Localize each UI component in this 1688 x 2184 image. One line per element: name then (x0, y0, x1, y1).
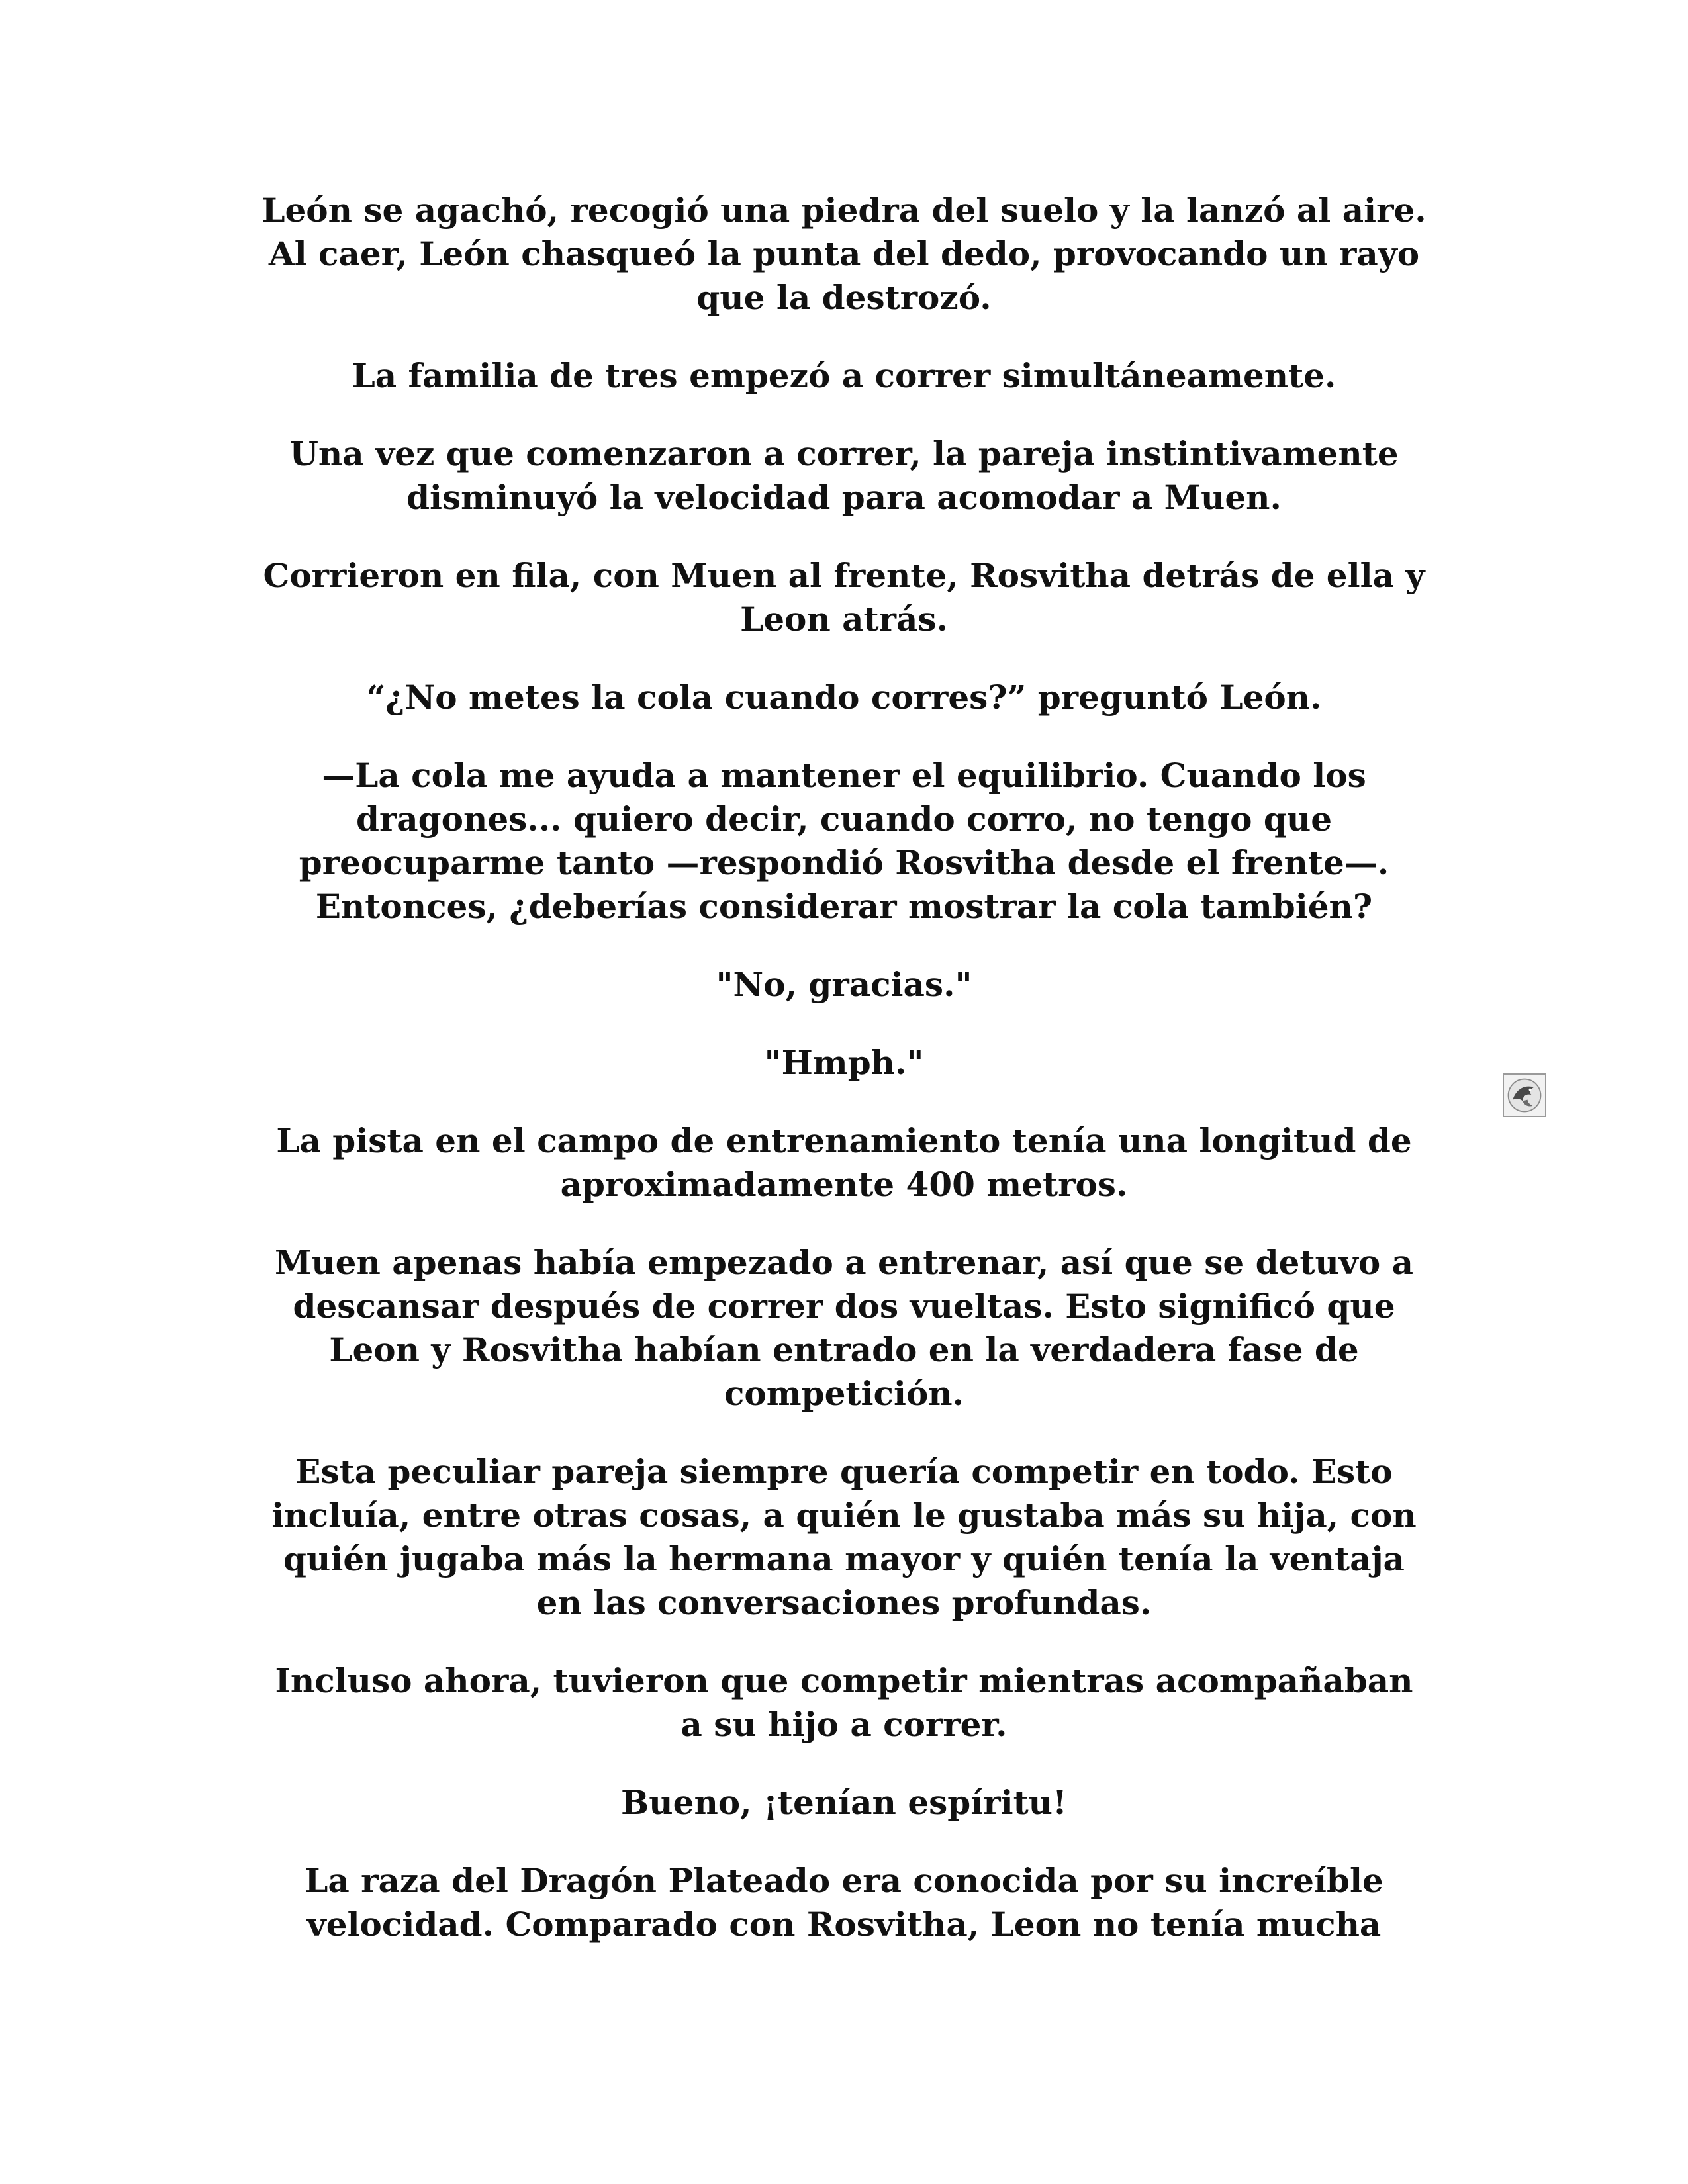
paragraph-12: Incluso ahora, tuvieron que competir mientras acompañaban a su hijo a correr. (275, 1661, 1413, 1744)
paragraph-2: La familia de tres empezó a correr simultáneamente. (352, 356, 1336, 395)
paragraph-1: León se agachó, recogió una piedra del suelo y la lanzó al aire. Al caer, León chasqueó la punta del dedo, provocando un rayo que la destrozó. (261, 191, 1427, 317)
paragraph-7: "No, gracias." (716, 965, 972, 1004)
paragraph-11: Esta peculiar pareja siempre quería competir en todo. Esto incluía, entre otras cosas, a quién le gustaba más su hija, con quién jugaba más la hermana mayor y quién tenía la ventaja en las conversaciones profundas. (271, 1452, 1417, 1622)
paragraph-14: La raza del Dragón Plateado era conocida por su increíble velocidad. Comparado con Rosvitha, Leon no tenía mucha (305, 1861, 1383, 1944)
story-text (218, 189, 1470, 1981)
paragraph-5: “¿No metes la cola cuando corres?” preguntó León. (366, 678, 1322, 717)
paragraph-10: Muen apenas había empezado a entrenar, así que se detuvo a descansar después de correr dos vueltas. Esto significó que Leon y Rosvitha habían entrado en la verdadera fase de competición. (274, 1243, 1414, 1413)
paragraph-6: —La cola me ayuda a mantener el equilibrio. Cuando los dragones... quiero decir, cuando corro, no tengo que preocuparme tanto —respondió Rosvitha desde el frente—. Entonces, ¿deberías considerar mostrar la cola también? (299, 756, 1389, 926)
paragraph-4: Corrieron en fila, con Muen al frente, Rosvitha detrás de ella y Leon atrás. (263, 556, 1425, 639)
paragraph-3: Una vez que comenzaron a correr, la pareja instintivamente disminuyó la velocidad para acomodar a Muen. (289, 434, 1399, 517)
paragraph-8: "Hmph." (764, 1043, 924, 1082)
paragraph-9: La pista en el campo de entrenamiento tenía una longitud de aproximadamente 400 metros. (276, 1121, 1412, 1204)
dragon-watermark-icon (1503, 1073, 1546, 1117)
paragraph-13: Bueno, ¡tenían espíritu! (621, 1783, 1067, 1822)
